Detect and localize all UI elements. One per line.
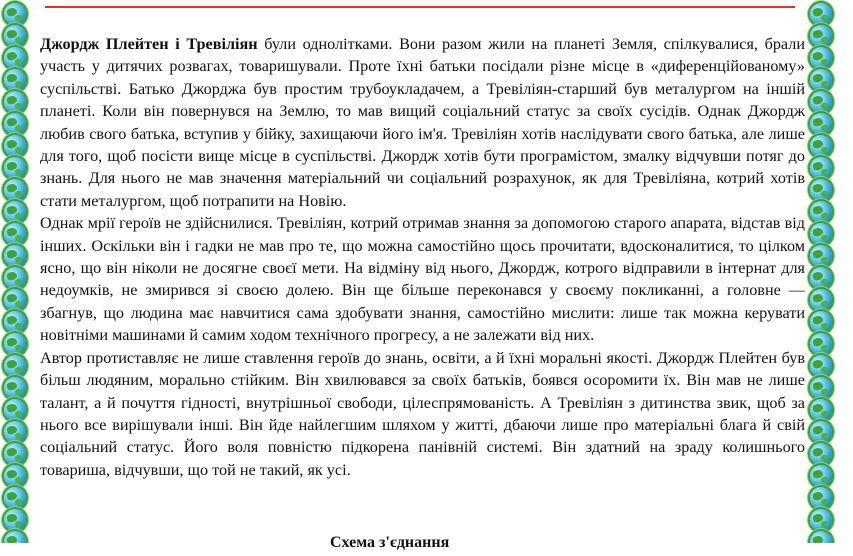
globe-icon xyxy=(810,91,832,113)
globe-icon xyxy=(810,443,832,465)
globe-icon xyxy=(810,487,832,509)
globe-icon xyxy=(810,245,832,267)
globe-icon xyxy=(4,25,26,47)
globe-icon xyxy=(810,201,832,223)
globe-icon xyxy=(4,201,26,223)
globe-icon xyxy=(4,245,26,267)
globe-icon xyxy=(4,487,26,509)
globe-icon xyxy=(4,399,26,421)
globe-icon xyxy=(4,157,26,179)
paragraph-lead-bold: Джордж Плейтен і Тревіліян xyxy=(40,35,258,53)
paragraph-3 xyxy=(40,347,805,481)
next-section-heading: Схема з'єднання xyxy=(330,534,450,551)
paragraph-text: Автор протиставляє не лише ставлення героїв до знань, освіти, а й їхні моральні якості. Джордж Плейтен був більш людяним, морально стійким. Він хвилювався за своїх батьків, боявся осоромити їх. Він мав не лише талант, а й почуття гідності, внутрішньої свободи, цілеспрямованість. А Тревіліян з дитинства звик, щоб за нього все вирішували інші. Він йде найлегшим шляхом у житті, дбаючи лише про матеріальні блага й свій соціальний статус. Його воля повністю підкорена панівній системі. Він здатний на зраду колишнього товариша, відчувши, що той не такий, як усі. xyxy=(40,348,805,479)
globe-icon xyxy=(810,333,832,355)
globe-icon xyxy=(4,91,26,113)
globe-icon xyxy=(4,377,26,399)
globe-icon xyxy=(810,465,832,487)
globe-icon xyxy=(810,113,832,135)
globe-icon xyxy=(4,223,26,245)
left-globe-border xyxy=(0,0,30,543)
globe-icon xyxy=(4,3,26,25)
globe-icon xyxy=(4,531,26,543)
globe-icon xyxy=(4,113,26,135)
globe-icon xyxy=(810,69,832,91)
globe-icon xyxy=(4,421,26,443)
globe-icon xyxy=(810,509,832,531)
globe-icon xyxy=(4,47,26,69)
globe-icon xyxy=(4,135,26,157)
globe-icon xyxy=(810,421,832,443)
globe-icon xyxy=(810,135,832,157)
globe-icon xyxy=(810,179,832,201)
paragraph-text: були однолітками. Вони разом жили на планеті Земля, спілкувалися, брали участь у дитячих розвагах, товаришували. Проте їхні батьки посідали різне місце в «диференційованому» суспільстві. Батько Джорджа був простим трубоукладачем, а Тревіліян-старший був металургом на іншій планеті. Коли він повернувся на Землю, то мав вищий соціальний статус за своїх сусідів. Однак Джордж любив свого батька, вступив у бійку, захищаючи його ім'я. Тревіліян хотів наслідувати свого батька, але лише для того, щоб посісти вище місце в суспільстві. Джордж хотів бути програмістом, змалку відчувши потяг до знань. Для нього не мав значення матеріальний чи соціальний розрахунок, як для Тревіліяна, котрий хотів стати металургом, щоб потрапити на Новію. xyxy=(40,35,805,210)
globe-icon xyxy=(810,3,832,25)
globe-icon xyxy=(4,69,26,91)
globe-icon xyxy=(810,25,832,47)
globe-icon xyxy=(4,267,26,289)
globe-icon xyxy=(4,443,26,465)
paragraph-1 xyxy=(40,33,805,212)
top-red-rule xyxy=(45,6,795,8)
globe-icon xyxy=(4,355,26,377)
document-body xyxy=(40,33,805,481)
right-globe-border xyxy=(806,0,836,543)
globe-icon xyxy=(810,531,832,543)
globe-icon xyxy=(810,377,832,399)
paragraph-text: Однак мрії героїв не здійснилися. Тревіліян, котрий отримав знання за допомогою старого апарата, відстав від інших. Оскільки він і гадки не мав про те, що можна самостійно щось прочитати, вдосконалитися, то цілком ясно, що він ніколи не досягне своєї мети. На відміну від нього, Джордж, котрого відправили в інтернат для недоумків, не змирився зі своєю долею. Він ще більше переконався у своєму покликанні, а головне — збагнув, що людина має навчитися сама здобувати знання, самостійно мислити: лише так можна керувати новітніми машинами й самим ходом технічного прогресу, а не залежати від них. xyxy=(40,214,805,345)
globe-icon xyxy=(810,399,832,421)
globe-icon xyxy=(810,223,832,245)
globe-icon xyxy=(810,355,832,377)
globe-icon xyxy=(810,267,832,289)
globe-icon xyxy=(4,289,26,311)
globe-icon xyxy=(4,465,26,487)
globe-icon xyxy=(4,311,26,333)
globe-icon xyxy=(810,47,832,69)
paragraph-2 xyxy=(40,212,805,346)
globe-icon xyxy=(810,157,832,179)
globe-icon xyxy=(4,333,26,355)
globe-icon xyxy=(4,509,26,531)
globe-icon xyxy=(810,289,832,311)
globe-icon xyxy=(4,179,26,201)
globe-icon xyxy=(810,311,832,333)
